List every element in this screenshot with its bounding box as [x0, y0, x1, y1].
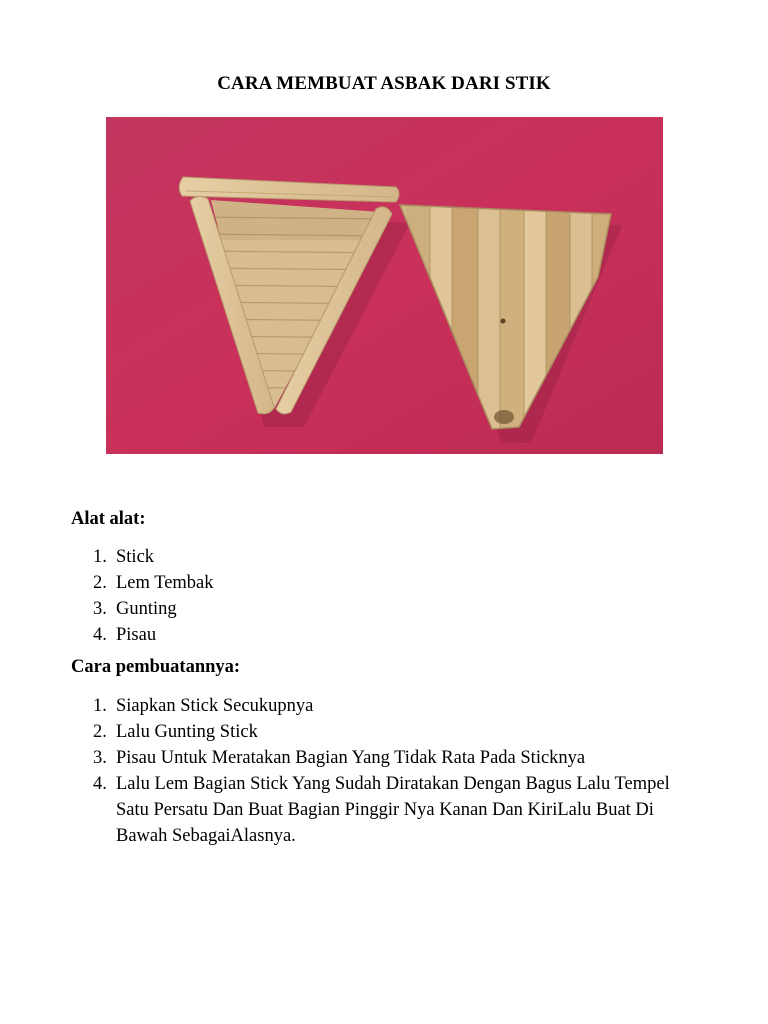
- list-item-number: 2.: [93, 573, 107, 593]
- list-item-text: Lalu Lem Bagian Stick Yang Sudah Diratakan Dengan Bagus Lalu Tempel Satu Persatu Dan Buat Bagian Pinggir Nya Kanan Dan KiriLalu Buat Di Bawah SebagaiAlasnya.: [116, 774, 670, 846]
- page-title: CARA MEMBUAT ASBAK DARI STIK: [217, 73, 551, 94]
- list-item-number: 3.: [93, 599, 107, 619]
- list-item: [0, 544, 676, 570]
- list-item-text: Lem Tembak: [116, 573, 214, 593]
- list-item-number: 2.: [93, 722, 107, 742]
- list-item-number: 3.: [93, 748, 107, 768]
- list-item: [0, 719, 676, 745]
- list-item-number: 4.: [93, 774, 107, 794]
- list-item-text: Siapkan Stick Secukupnya: [116, 696, 314, 716]
- list-item-text: Lalu Gunting Stick: [116, 722, 258, 742]
- tools-list: [0, 544, 676, 648]
- list-item: [0, 745, 676, 771]
- list-item: [0, 693, 676, 719]
- list-item-number: 1.: [93, 696, 107, 716]
- list-item-text: Gunting: [116, 599, 177, 619]
- ashtray-photo: [106, 117, 663, 454]
- list-item: [0, 596, 676, 622]
- list-item: [0, 622, 676, 648]
- list-item-number: 1.: [93, 547, 107, 567]
- list-item-text: Pisau: [116, 625, 157, 645]
- list-item: [0, 771, 676, 849]
- list-item-number: 4.: [93, 625, 107, 645]
- list-item-text: Pisau Untuk Meratakan Bagian Yang Tidak Rata Pada Sticknya: [116, 748, 586, 768]
- steps-heading: Cara pembuatannya:: [71, 657, 241, 677]
- tools-heading: Alat alat:: [71, 509, 146, 529]
- steps-list: [0, 693, 676, 849]
- list-item-text: Stick: [116, 547, 155, 567]
- list-item: [0, 570, 676, 596]
